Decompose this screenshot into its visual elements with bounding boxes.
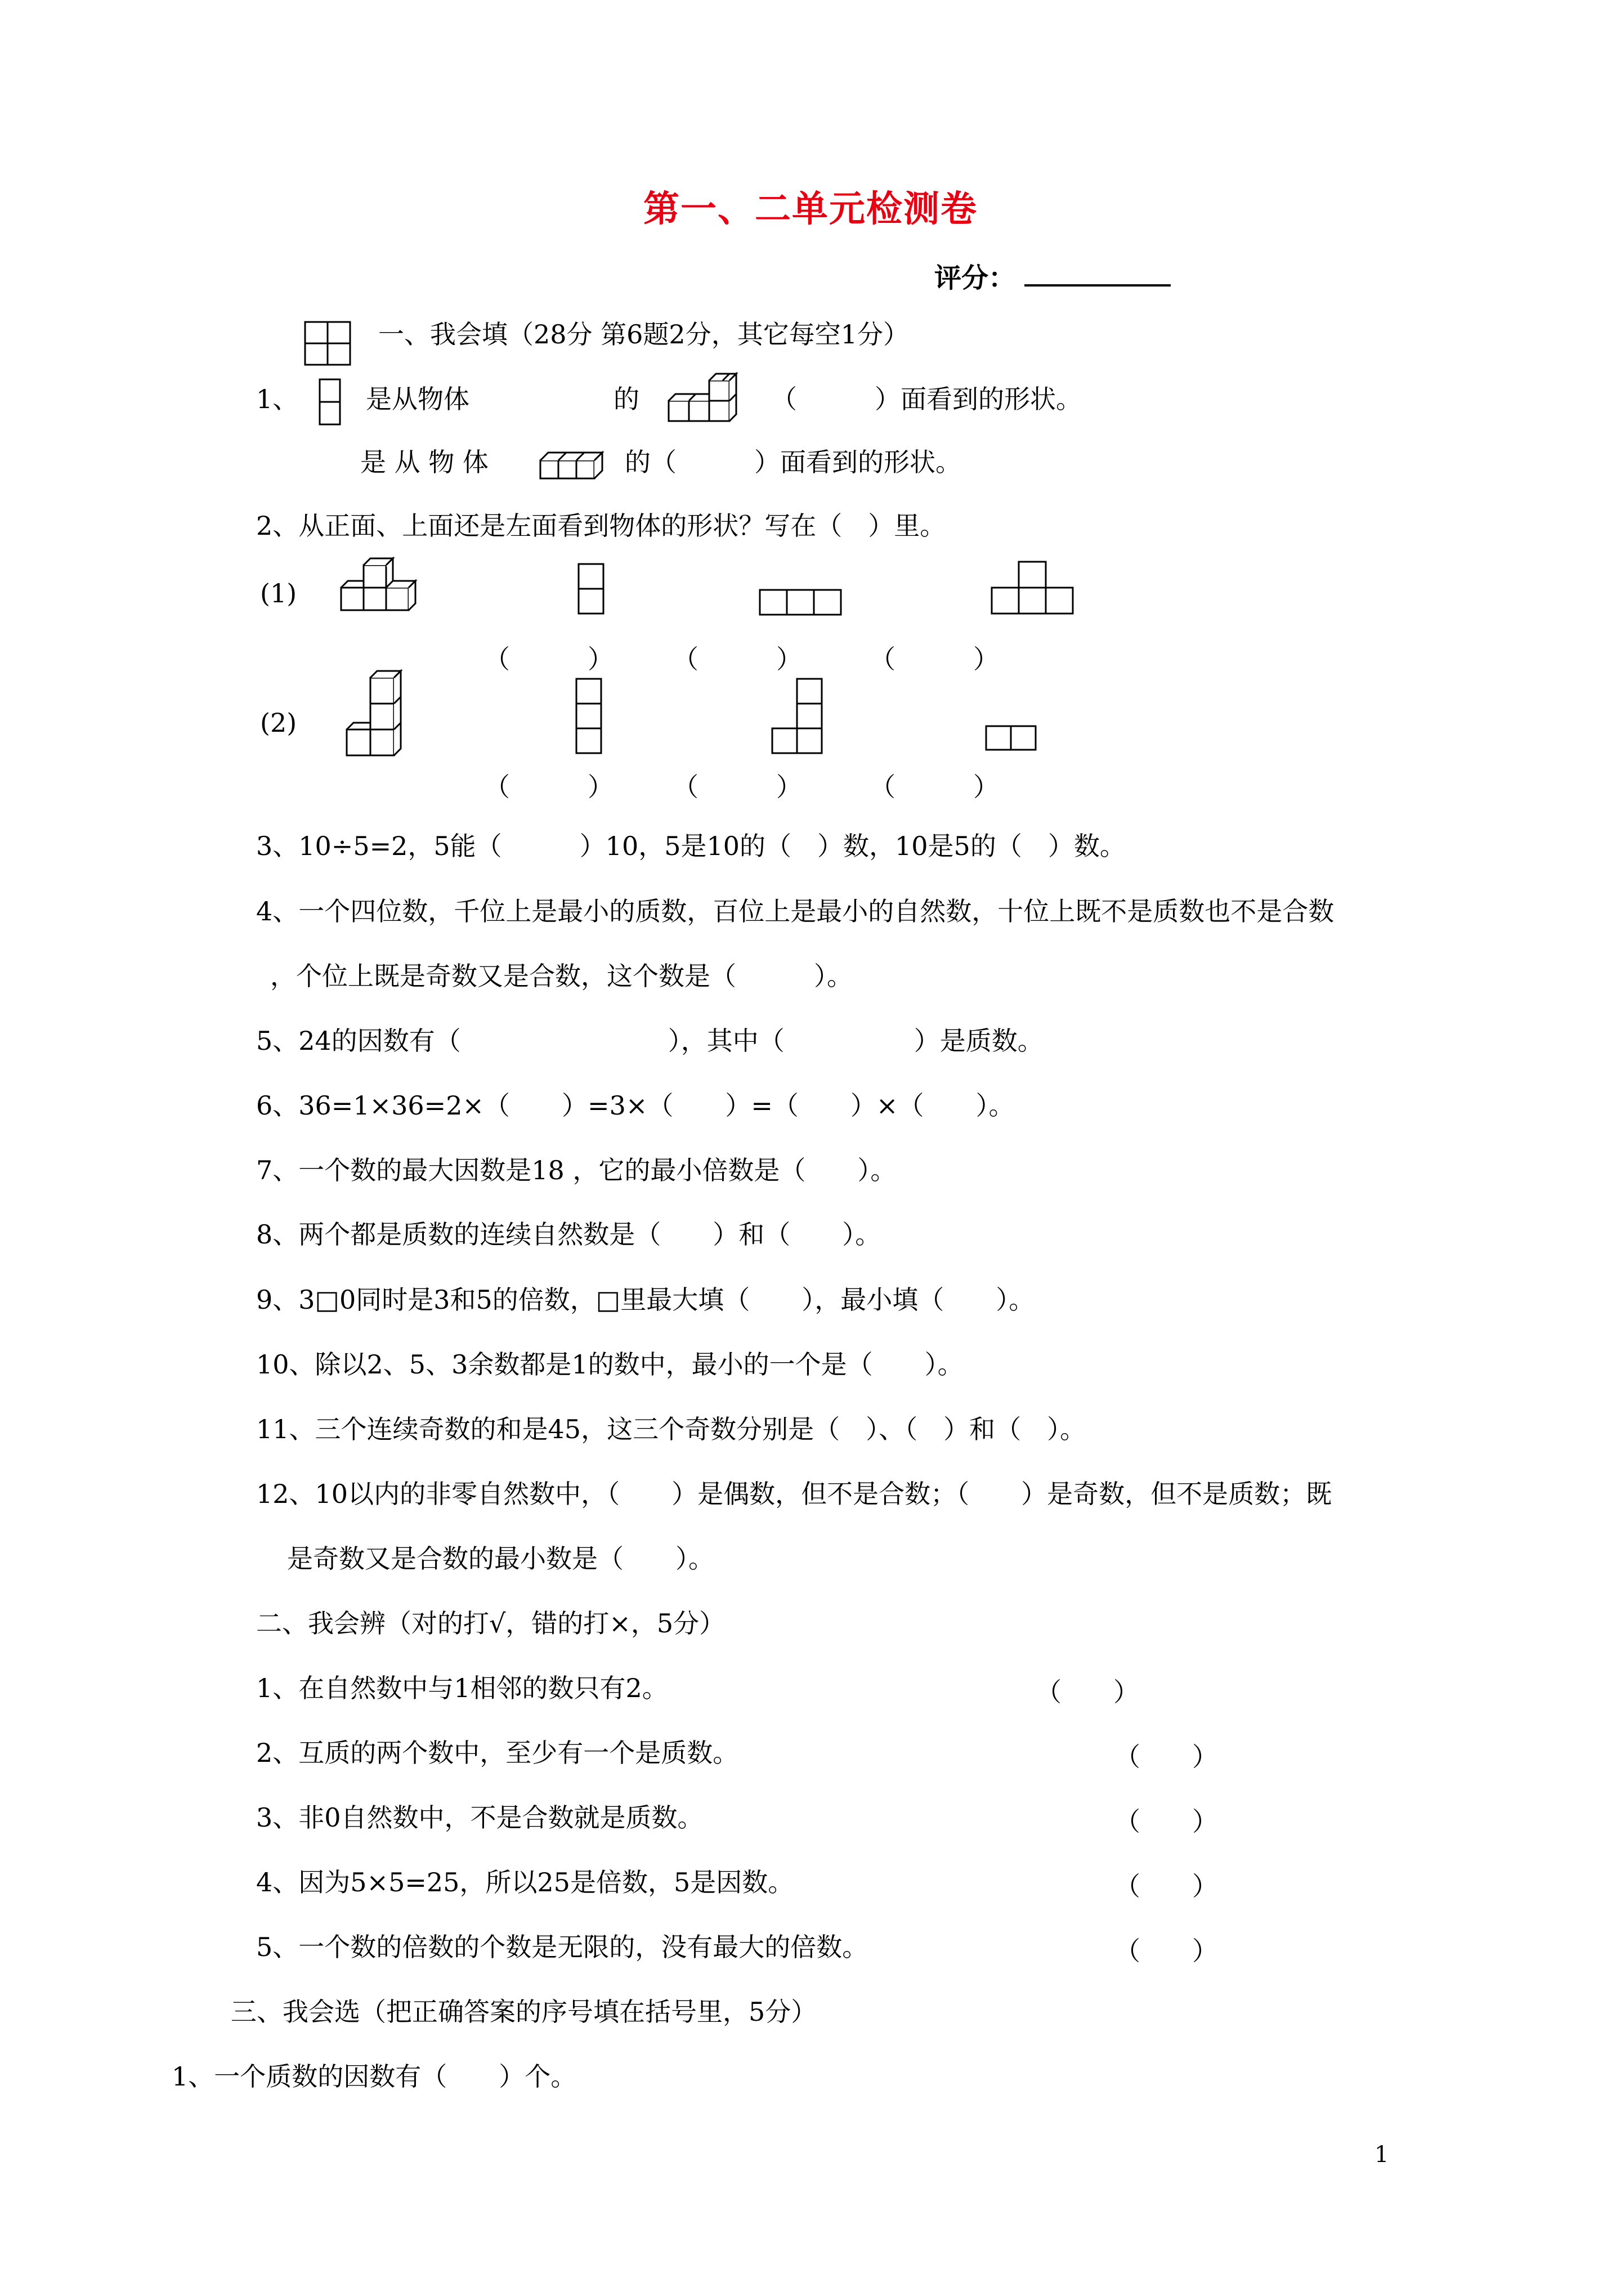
q2-1-view-c [991,561,1074,617]
q2-1-label: (1) [260,578,297,608]
q6-text: 6、36=1×36=2×（ ）=3×（ ）=（ ）×（ ）。 [256,1090,1015,1121]
grid-icon [304,321,351,366]
page-number: 1 [1374,2142,1389,2168]
section3-heading: 三、我会选（把正确答案的序号填在括号里，5分） [231,1997,817,2027]
q2-2-answer-b[interactable]: （ ） [673,772,802,802]
view-two-squares-vertical [319,378,341,426]
q3-text: 3、10÷5=2，5能（ ）10，5是10的（ ）数，10是5的（ ）数。 [256,831,1126,861]
section1-heading: 一、我会填（28分 第6题2分，其它每空1分） [378,319,909,350]
judge-item-4-answer[interactable]: （ ） [1114,1871,1218,1901]
cube-row-figure [539,446,607,491]
q1-number: 1、 [256,384,299,414]
judge-item-2-answer[interactable]: （ ） [1114,1742,1218,1772]
q10-text: 10、除以2、5、3余数都是1的数中，最小的一个是（ ）。 [256,1349,964,1380]
q7-text: 7、一个数的最大因数是18 ，它的最小倍数是（ ）。 [256,1155,897,1185]
q2-2-answer-a[interactable]: （ ） [484,772,614,802]
judge-item-5-answer[interactable]: （ ） [1114,1936,1218,1966]
q5-text: 5、24的因数有（ ），其中（ ）是质数。 [256,1026,1044,1056]
cube-stack-figure-a [668,366,751,428]
q2-1-answer-b[interactable]: （ ） [673,644,802,674]
judge-item-1: 1、在自然数中与1相邻的数只有2。 [256,1673,668,1703]
q2-text: 2、从正面、上面还是左面看到物体的形状？写在（ ）里。 [256,511,946,541]
choice-q1: 1、一个质数的因数有（ ）个。 [172,2061,577,2092]
q2-1-answer-c[interactable]: （ ） [870,644,999,674]
q1b-text-b: 的（ ）面看到的形状。 [625,447,961,477]
q4-text-b: ，个位上既是奇数又是合数，这个数是（ ）。 [270,961,853,991]
q2-2-view-b [769,678,825,757]
judge-item-2: 2、互质的两个数中，至少有一个是质数。 [256,1738,739,1768]
judge-item-3: 3、非0自然数中，不是合数就是质数。 [256,1802,704,1833]
judge-item-5: 5、一个数的倍数的个数是无限的，没有最大的倍数。 [256,1932,868,1962]
q2-2-view-a [575,678,603,757]
score-label: 评分： [934,262,1016,294]
q1a-text-a: 是从物体 [366,384,469,414]
q1a-text-b: 的 [614,384,639,414]
q2-2-view-c [985,725,1038,753]
q2-1-view-b [759,589,842,617]
judge-item-1-answer[interactable]: （ ） [1036,1677,1139,1707]
q4-text-a: 4、一个四位数，千位上是最小的质数，百位上是最小的自然数，十位上既不是质数也不是合数 [256,896,1335,927]
q2-1-view-a [577,563,606,617]
q2-1-object-figure [340,552,436,614]
q2-2-answer-c[interactable]: （ ） [870,772,999,802]
score-blank[interactable] [1024,284,1171,287]
q12-text-b: 是奇数又是合数的最小数是（ ）。 [287,1543,714,1574]
q9-text: 9、3□0同时是3和5的倍数，□里最大填（ ），最小填（ ）。 [256,1284,1035,1315]
q8-text: 8、两个都是质数的连续自然数是（ ）和（ ）。 [256,1219,881,1250]
q2-2-label: (2) [260,708,297,738]
q1a-text-c: （ ）面看到的形状。 [771,384,1082,414]
judge-item-3-answer[interactable]: （ ） [1114,1806,1218,1837]
section2-heading: 二、我会辨（对的打√，错的打×，5分） [256,1608,726,1639]
judge-item-4: 4、因为5×5=25，所以25是倍数，5是因数。 [256,1867,794,1897]
q12-text-a: 12、10以内的非零自然数中，（ ）是偶数，但不是合数；（ ）是奇数，但不是质数；既 [256,1479,1332,1509]
q1b-text-a: 是 从 物 体 [360,447,489,477]
q2-2-object-figure [346,669,413,759]
page-title: 第一、二单元检测卷 [643,188,978,230]
q2-1-answer-a[interactable]: （ ） [484,644,614,674]
q11-text: 11、三个连续奇数的和是45，这三个奇数分别是（ ）、（ ）和（ ）。 [256,1414,1086,1444]
